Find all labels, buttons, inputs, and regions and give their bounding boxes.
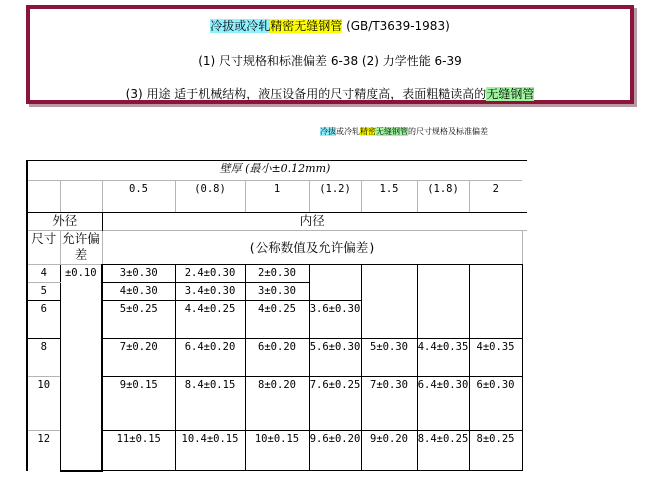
value-cell: 5±0.30: [361, 339, 417, 377]
value-cell: 6.4±0.30: [417, 377, 469, 431]
value-cell: 3.6±0.30: [309, 301, 361, 339]
size-cell: 6: [27, 301, 60, 339]
value-cell: 9.6±0.20: [309, 431, 361, 471]
table-row: [27, 339, 527, 377]
usage-highlight-green: 无缝钢管: [486, 87, 535, 101]
size-cell: 10: [27, 377, 60, 431]
caption-text-b: 的尺寸规格及标准偏差: [408, 127, 488, 136]
value-cell: 6.4±0.20: [175, 339, 245, 377]
wall-values-row: [27, 181, 527, 213]
value-cell: 9±0.20: [361, 431, 417, 471]
size-cell: 8: [27, 339, 60, 377]
od-tolerance-cell: ±0.10: [60, 265, 102, 471]
value-cell: 4.4±0.25: [175, 301, 245, 339]
wall-value: 0.5: [102, 181, 175, 213]
header-line-usage: [30, 85, 630, 102]
header-line-sections: (1) 尺寸规格和标准偏差 6-38 (2) 力学性能 6-39: [198, 54, 462, 68]
table-row: [27, 431, 527, 471]
value-cell: 7.6±0.25: [309, 377, 361, 431]
wall-value: (1.8): [417, 181, 469, 213]
caption-highlight-cyan: 冷拔: [320, 127, 336, 136]
value-cell: 8±0.25: [469, 431, 522, 471]
value-cell: 7±0.20: [102, 339, 175, 377]
value-cell: 6±0.30: [469, 377, 522, 431]
size-cell: 5: [27, 283, 60, 301]
wall-value: 1: [245, 181, 309, 213]
value-cell: 3±0.30: [245, 283, 309, 301]
caption-text-a: 或冷轧: [336, 127, 360, 136]
value-cell: 5±0.25: [102, 301, 175, 339]
value-cell: 3±0.30: [102, 265, 175, 283]
value-cell: 10.4±0.15: [175, 431, 245, 471]
value-cell: 3.4±0.30: [175, 283, 245, 301]
wall-title-row: [27, 161, 527, 181]
value-cell: 4.4±0.35: [417, 339, 469, 377]
table-row: [27, 265, 527, 283]
table-row: [27, 377, 527, 431]
inner-diameter-header: 内径: [102, 213, 522, 231]
wall-thickness-title: 壁厚 (最小±0.12mm): [27, 161, 522, 181]
size-cell: 4: [27, 265, 60, 283]
wall-value: 1.5: [361, 181, 417, 213]
size-cell: 12: [27, 431, 60, 471]
value-cell: 4±0.30: [102, 283, 175, 301]
wall-value: (0.8): [175, 181, 245, 213]
value-cell: 2±0.30: [245, 265, 309, 283]
caption-highlight-yellow: 精密: [360, 127, 376, 136]
table-caption: [320, 126, 488, 137]
outer-diameter-header: 外径: [27, 213, 102, 231]
value-cell: 2.4±0.30: [175, 265, 245, 283]
value-cell: 4±0.35: [469, 339, 522, 377]
sub-header-row: [27, 231, 527, 265]
value-cell: 6±0.20: [245, 339, 309, 377]
value-cell: 8.4±0.15: [175, 377, 245, 431]
od-id-header-row: [27, 213, 527, 231]
title-highlight-cyan: 冷拔或冷轧: [210, 19, 271, 33]
value-cell: 7±0.30: [361, 377, 417, 431]
nominal-values-header: (公称数值及允许偏差): [102, 231, 522, 265]
header-title: [30, 17, 630, 34]
value-cell: 9±0.15: [102, 377, 175, 431]
spec-table: [26, 160, 527, 472]
size-header: 尺寸: [27, 231, 60, 265]
header-panel: [26, 5, 634, 104]
value-cell: 8.4±0.25: [417, 431, 469, 471]
usage-text: (3) 用途 适于机械结构，液压设备用的尺寸精度高，表面粗糙读高的: [125, 87, 487, 101]
title-standard-code: (GB/T3639-1983): [342, 19, 450, 33]
tolerance-header: 允许偏差: [60, 231, 102, 265]
value-cell: 8±0.20: [245, 377, 309, 431]
wall-value: 2: [469, 181, 522, 213]
value-cell: 10±0.15: [245, 431, 309, 471]
wall-value: (1.2): [309, 181, 361, 213]
value-cell: 4±0.25: [245, 301, 309, 339]
caption-highlight-green: 无缝钢管: [376, 127, 408, 136]
value-cell: 5.6±0.30: [309, 339, 361, 377]
title-highlight-yellow: 精密无缝钢管: [270, 19, 343, 33]
value-cell: 11±0.15: [102, 431, 175, 471]
